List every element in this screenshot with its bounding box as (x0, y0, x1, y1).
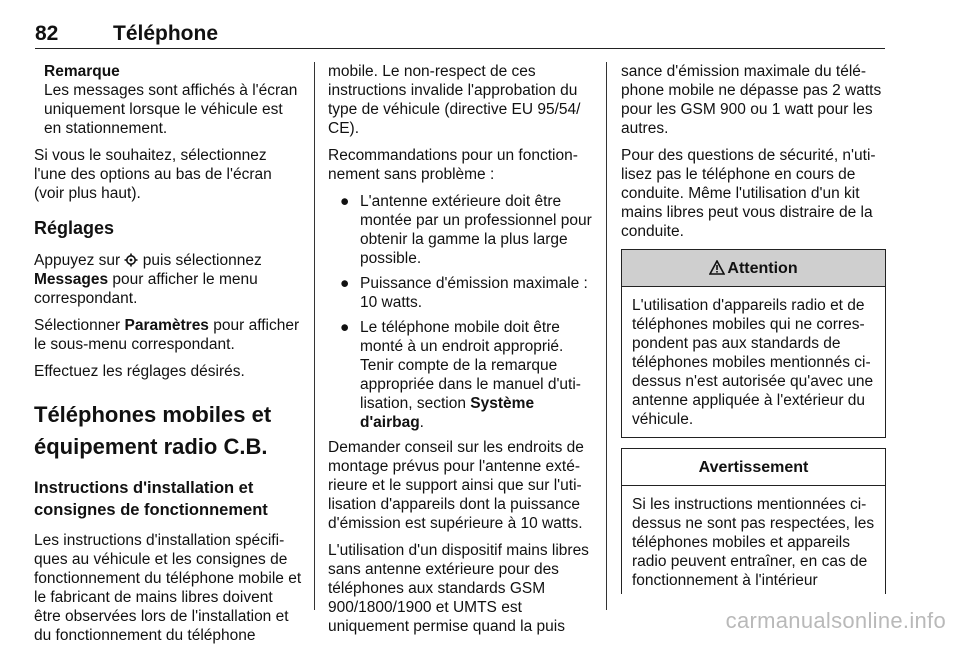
paragraph: Si vous le souhaitez, sélectionnez l'une des options au bas de l'écran (voir plus haut). (34, 147, 272, 202)
paragraph: Les instructions d'installation spécifiques au véhicule et les consignes de fonctionnement du téléphone mobile et le fabricant de mains libres doivent être observées lors de l'installation et du fonctionnement du téléphone (34, 532, 302, 644)
header-rule (35, 48, 885, 49)
bullet-list (328, 192, 593, 432)
attention-header (622, 250, 885, 287)
page-number: 82 (35, 22, 59, 45)
attention-text: L'utilisation d'appareils radio et de téléphones mobiles qui ne correspondent pas aux standards de téléphones mobiles mentionnés ci-dessus n'est autorisée qu'avec une antenne appliquée à l'extérieur du véhicule. (632, 297, 874, 428)
subsection-title: Instructions d'installation et consignes de fonctionnement (34, 479, 268, 519)
page-title: Téléphone (113, 22, 219, 45)
paragraph: Recommandations pour un fonctionnement sans problème : (328, 147, 578, 183)
chapter-title: Téléphones mobiles et équipement radio C.B. (34, 402, 272, 459)
column-divider (314, 62, 315, 610)
list-item: ● Le téléphone mobile doit être monté à un endroit approprié. Tenir compte de la remarque appropriée dans le manuel d'utilisation, section Système d'airbag. (340, 319, 581, 431)
bullet-icon: ● (340, 319, 350, 336)
watermark: carmanualsonline.info (725, 608, 946, 633)
warning-text: Si les instructions mentionnées ci-dessus ne sont pas respectées, les téléphones mobiles et appareils radio peuvent entraîner, en cas de fonctionnement à l'intérieur (632, 496, 875, 589)
paragraph: Demander conseil sur les endroits de montage prévus pour l'antenne extérieure et le support ainsi que sur l'utilisation d'appareils dont la puissance d'émission est supérieure à 10 watts. (328, 439, 584, 532)
paragraph: sance d'émission maximale du téléphone mobile ne dépasse pas 2 watts pour les GSM 900 ou 1 watt pour les autres. (621, 63, 882, 137)
note-title: Remarque (44, 63, 120, 80)
paragraph: mobile. Le non-respect de ces instructions invalide l'approbation du type de véhicule (directive EU 95/54/ CE). (328, 63, 581, 137)
list-item: ● L'antenne extérieure doit être montée par un professionnel pour obtenir la gamme la plus large possible. (340, 193, 592, 267)
paragraph: Appuyez sur puis sélectionnez Messages pour afficher le menu correspondant. (34, 252, 262, 307)
bullet-icon: ● (340, 275, 350, 292)
warning-title: Avertissement (622, 449, 885, 486)
column-1 (34, 62, 302, 653)
attention-title: Attention (727, 260, 798, 277)
paragraph: Sélectionner Paramètres pour afficher le sous-menu correspondant. (34, 317, 300, 353)
note-block (34, 62, 302, 138)
settings-icon (124, 253, 138, 267)
warning-box (621, 448, 886, 594)
paragraph: Pour des questions de sécurité, n'utilisez pas le téléphone en cours de conduite. Même l'utilisation d'un kit mains libres peut vous distraire de la conduite. (621, 147, 876, 240)
paragraph: Effectuez les réglages désirés. (34, 363, 245, 380)
column-2 (328, 62, 593, 644)
bullet-icon: ● (340, 193, 350, 210)
paragraph: L'utilisation d'un dispositif mains libres sans antenne extérieure pour des téléphones aux standards GSM 900/1800/1900 et UMTS est uniquement permise quand la puis (328, 542, 589, 635)
column-3 (621, 62, 886, 594)
column-divider (606, 62, 607, 610)
note-text: Les messages sont affichés à l'écran uniquement lorsque le véhicule est en stationnement. (44, 82, 298, 137)
attention-box (621, 249, 886, 438)
warning-triangle-icon (709, 260, 725, 275)
section-title: Réglages (34, 218, 115, 238)
list-item: ● Puissance d'émission maximale : 10 watts. (340, 275, 588, 311)
